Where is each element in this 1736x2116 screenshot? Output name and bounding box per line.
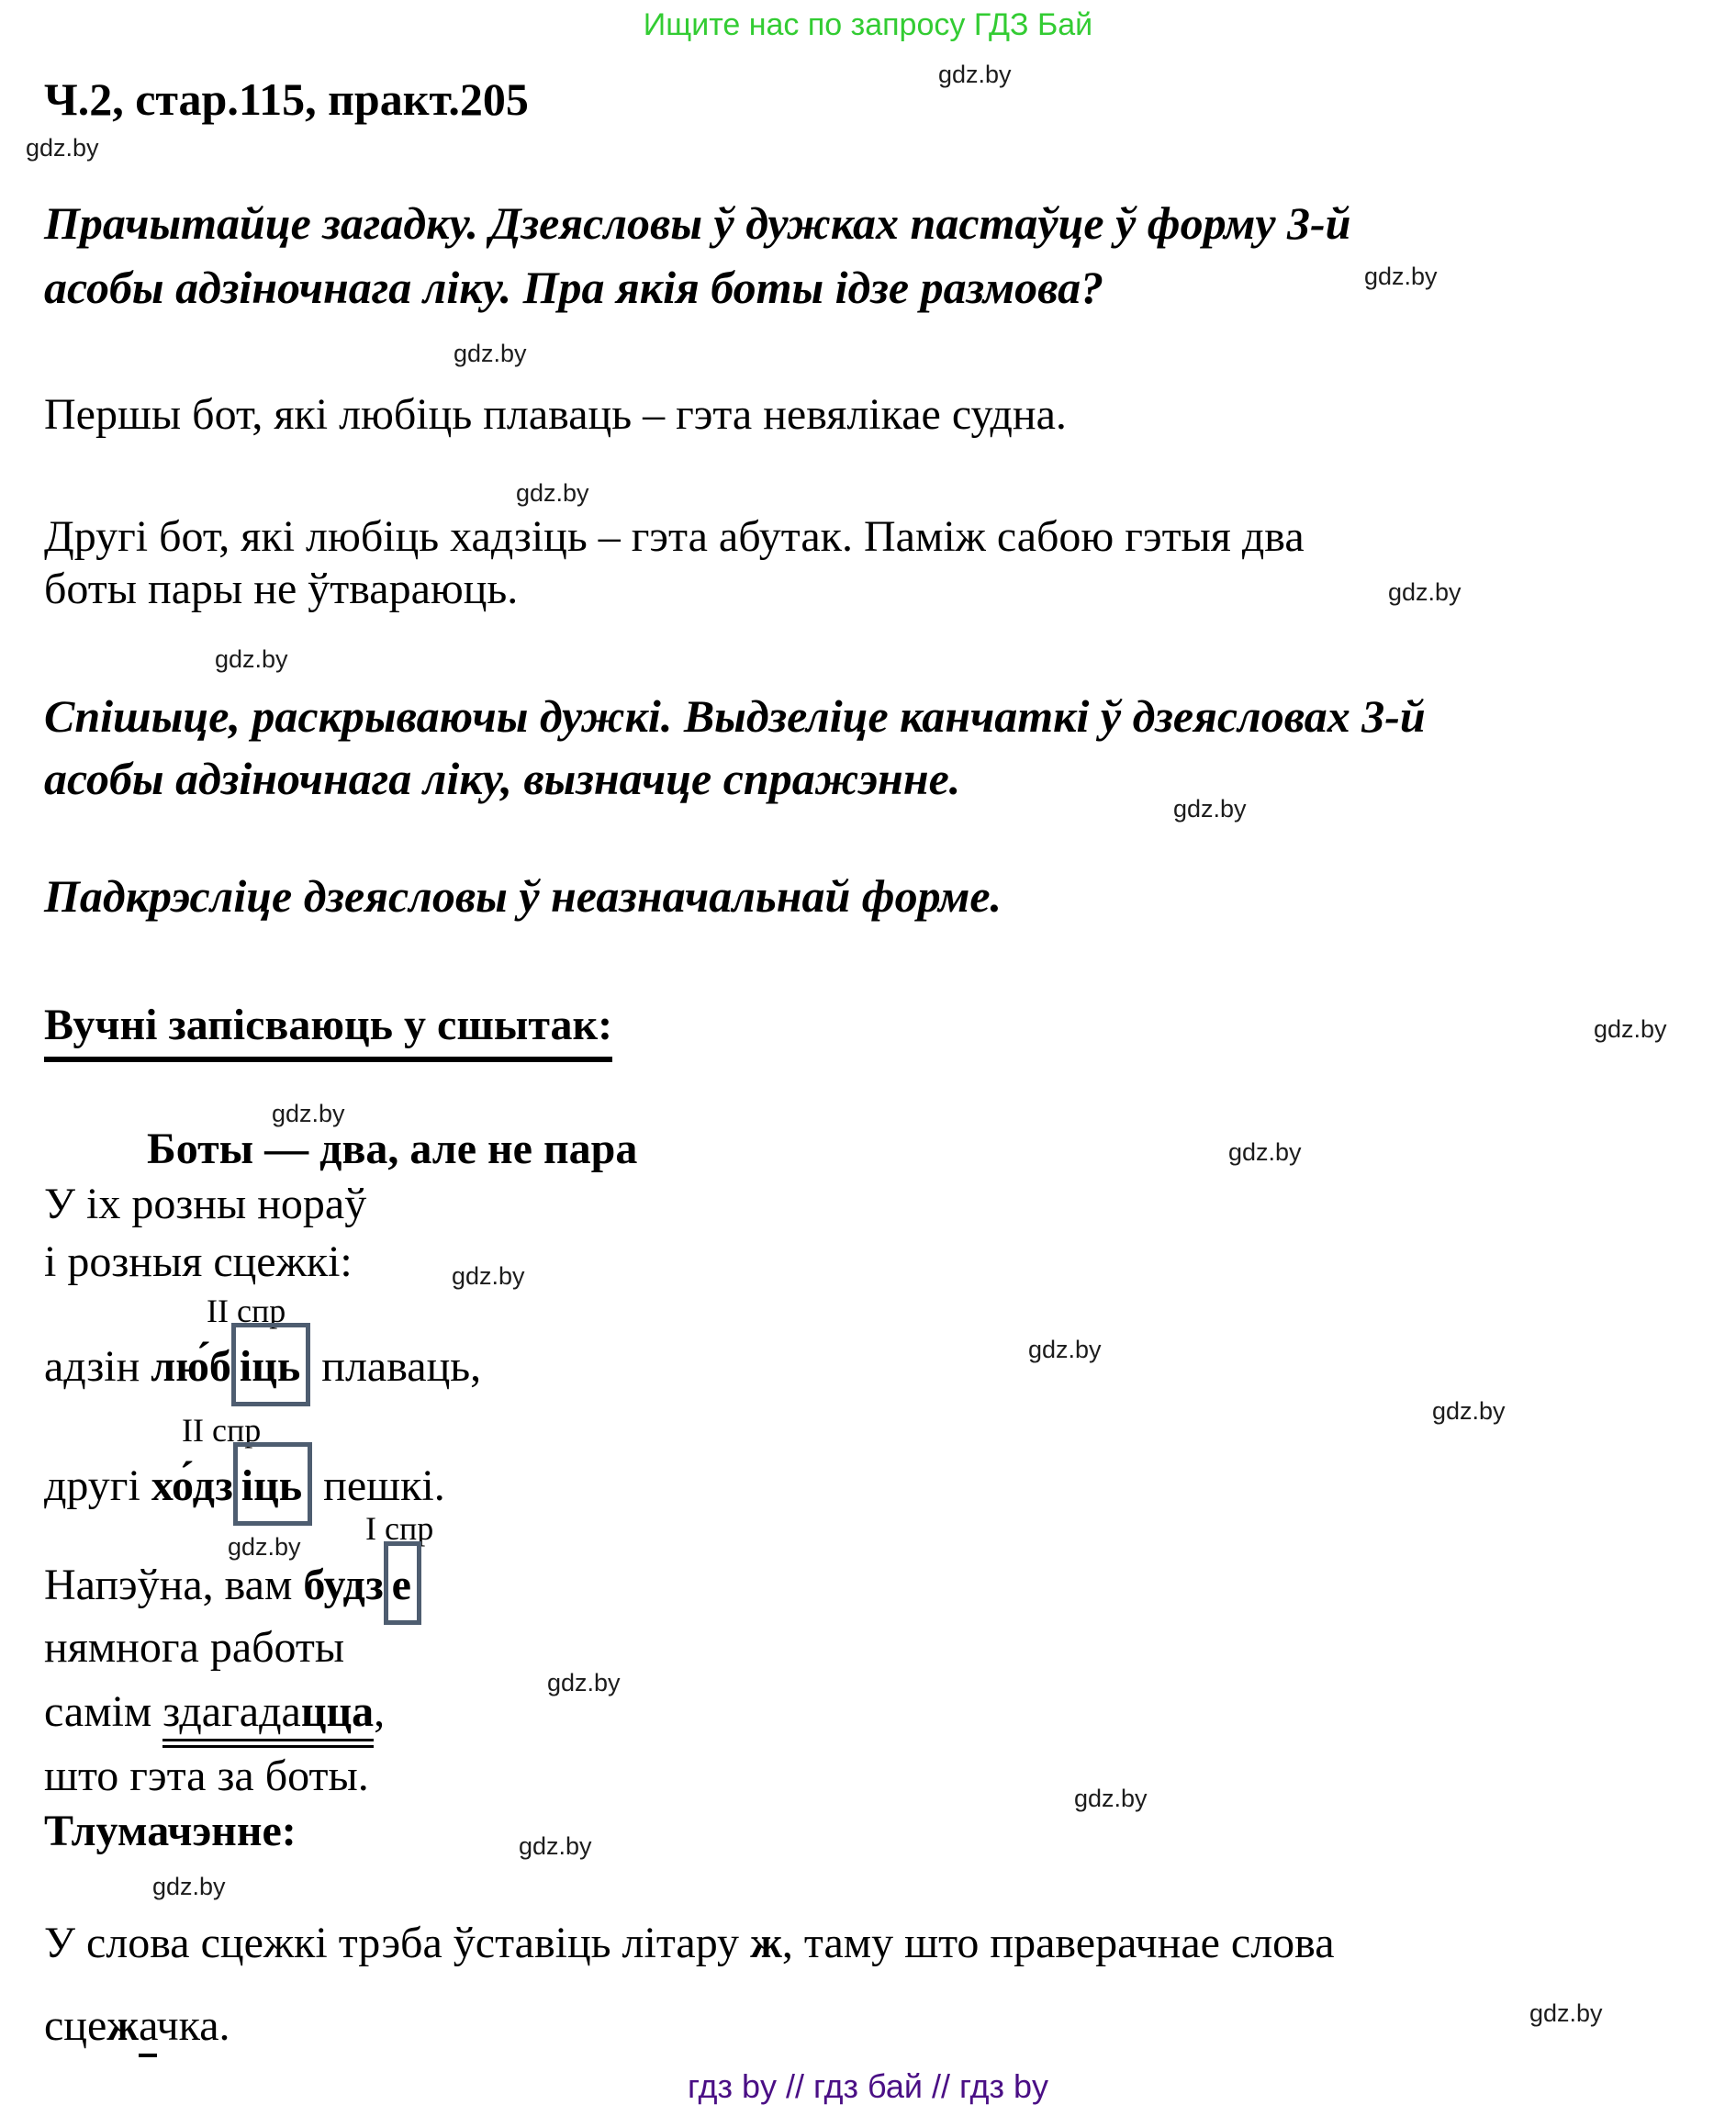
instruction-read-riddle-line1: Прачытайце загадку. Дзеясловы ў дужках пастаўце ў форму 3-й: [44, 197, 1351, 249]
poem-line5: што гэта за боты.: [44, 1752, 369, 1800]
promo-banner: Ищите нас по запросу ГДЗ Бай: [643, 7, 1093, 42]
riddle-first-boot: Першы бот, які любіць плаваць – гэта невялікае судна.: [44, 390, 1067, 439]
poem-line1: У іх розны нораў: [44, 1180, 367, 1228]
explanation-line1-post: , таму што праверачнае слова: [781, 1919, 1335, 1967]
riddle-second-boot-line1: Другі бот, які любіць хадзіць – гэта абутак. Паміж сабою гэтыя два: [44, 512, 1305, 561]
verb1-pre: адзін: [44, 1342, 151, 1391]
verb3-ending-box: е: [384, 1541, 421, 1625]
poem-line4-underlined: здагада: [162, 1687, 301, 1748]
instruction-copy-line2: асобы адзіночнага ліку, вызначце спражэнне.: [44, 753, 961, 804]
gdz-watermark: gdz.by: [516, 479, 589, 507]
notebook-heading: [44, 1001, 612, 1050]
conjugation-label-1: II спр: [207, 1293, 286, 1329]
gdz-watermark: gdz.by: [454, 340, 527, 367]
explanation-line2-pre: сце: [44, 2001, 107, 2050]
gdz-watermark: gdz.by: [152, 1873, 226, 1900]
gdz-watermark: gdz.by: [1364, 263, 1438, 290]
poem-line4-pre: самім: [44, 1687, 163, 1736]
verb3-pre: Напэўна, вам: [44, 1561, 304, 1609]
conjugation-label-2: II спр: [182, 1412, 262, 1449]
gdz-watermark: gdz.by: [547, 1669, 621, 1696]
explanation-line2-bold: ж: [106, 2001, 140, 2050]
gdz-watermark: gdz.by: [938, 61, 1012, 88]
gdz-watermark: gdz.by: [1228, 1138, 1302, 1166]
explanation-line1-bold: ж: [750, 1919, 782, 1967]
poem-line2: і розныя сцежкі:: [44, 1237, 353, 1286]
verb2-ending-box: іць: [233, 1442, 312, 1526]
poem-line4-underlined-bold: цца: [301, 1687, 374, 1748]
verb3-stem: будз: [303, 1561, 384, 1609]
gdz-watermark: gdz.by: [228, 1533, 301, 1561]
verb2-pre: другі: [44, 1461, 151, 1510]
poem-line4: [44, 1687, 385, 1737]
explanation-line1-pre: У слова сцежкі трэба ўставіць літару: [44, 1919, 751, 1967]
explanation-line2-post: чка.: [156, 2001, 230, 2050]
gdz-watermark: gdz.by: [1594, 1015, 1667, 1043]
gdz-watermark: gdz.by: [1028, 1336, 1102, 1363]
gdz-watermark: gdz.by: [452, 1262, 525, 1290]
poem-verb2-line: [44, 1461, 445, 1511]
explanation-line1: [44, 1919, 1335, 1968]
poem-title: Боты — два, але не пара: [147, 1125, 638, 1173]
verb1-ending-box: іць: [231, 1323, 310, 1406]
verb1-post: плаваць,: [310, 1342, 482, 1391]
instruction-read-riddle-line2: асобы адзіночнага ліку. Пра якія боты ідзе размова?: [44, 262, 1104, 313]
explanation-line2-underlined: а: [139, 2001, 156, 2057]
verb2-stem: хо́дз: [151, 1461, 233, 1510]
explanation-heading: Тлумачэнне:: [44, 1807, 297, 1855]
gdz-watermark: gdz.by: [1432, 1397, 1506, 1425]
gdz-watermark: gdz.by: [215, 645, 288, 673]
gdz-watermark: gdz.by: [1388, 578, 1462, 606]
instruction-copy-line1: Спішыце, раскрываючы дужкі. Выдзеліце канчаткі ў дзеясловах 3-й: [44, 690, 1426, 742]
verb1-stem: лю́б: [151, 1342, 231, 1391]
footer-links: гдз by // гдз бай // гдз by: [687, 2067, 1049, 2105]
verb2-post: пешкі.: [312, 1461, 445, 1510]
riddle-second-boot-line2: боты пары не ўтвараюць.: [44, 565, 519, 613]
gdz-watermark: gdz.by: [1173, 795, 1247, 823]
poem-line4-post: ,: [374, 1687, 386, 1736]
gdz-watermark: gdz.by: [1074, 1785, 1148, 1812]
poem-line3: нямнога работы: [44, 1623, 345, 1672]
explanation-line2: [44, 2001, 230, 2051]
page-title: Ч.2, стар.115, практ.205: [44, 73, 529, 125]
gdz-watermark: gdz.by: [272, 1100, 345, 1127]
instruction-underline-infinitives: Падкрэсліце дзеясловы ў неазначальнай форме.: [44, 870, 1002, 922]
conjugation-label-3: I спр: [365, 1510, 434, 1547]
gdz-watermark: gdz.by: [26, 134, 99, 162]
poem-verb1-line: [44, 1342, 481, 1392]
gdz-watermark: gdz.by: [1529, 1999, 1603, 2027]
notebook-heading-text: Вучні запісваюць у сшытак:: [44, 1001, 612, 1062]
poem-verb3-line: [44, 1561, 421, 1610]
gdz-watermark: gdz.by: [519, 1832, 592, 1860]
